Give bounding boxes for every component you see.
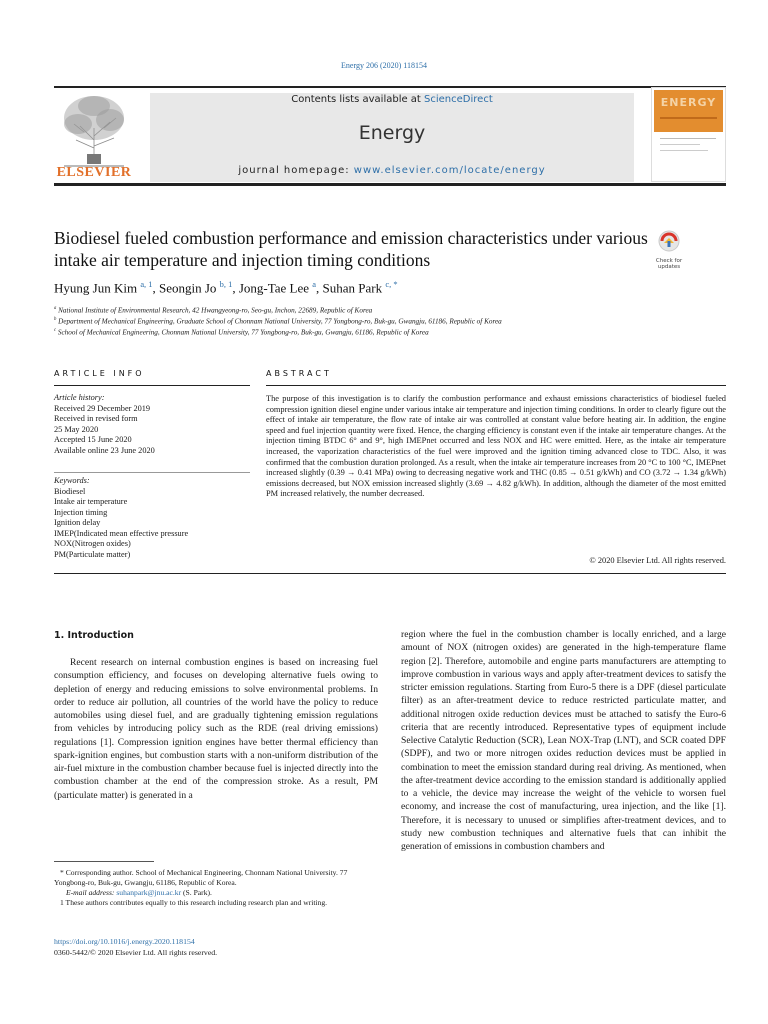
cover-stripe xyxy=(660,117,717,119)
equal-contribution-note: 1 These authors contributes equally to this research including research plan and writing. xyxy=(60,898,328,907)
footnote-rule xyxy=(54,861,154,862)
elsevier-logo xyxy=(54,88,134,180)
affiliation-mark: c xyxy=(54,328,57,333)
email-link[interactable]: suhanpark@jnu.ac.kr xyxy=(116,888,182,897)
section-rule xyxy=(54,385,250,386)
check-for-updates-badge[interactable] xyxy=(651,229,687,271)
keyword: Injection timing xyxy=(54,507,108,517)
contents-prefix: Contents lists available at xyxy=(291,94,425,105)
history-item: Accepted 15 June 2020 xyxy=(54,435,132,444)
article-history xyxy=(54,393,250,456)
email-label: E-mail address: xyxy=(66,888,117,897)
author-marks[interactable]: c, * xyxy=(385,279,398,289)
keyword: Ignition delay xyxy=(54,518,101,527)
abstract-copyright: © 2020 Elsevier Ltd. All rights reserved. xyxy=(589,556,726,565)
check-updates-icon xyxy=(651,229,687,253)
publisher-wordmark: ELSEVIER xyxy=(56,165,132,180)
cover-line xyxy=(660,138,716,139)
affiliation xyxy=(54,317,502,325)
corresponding-author-note: * Corresponding author. School of Mechanical Engineering, Chonnam National University. 77 Yongbong-ro, Buk-gu, Gwangju, 61186, Republic of Korea. xyxy=(54,868,348,887)
history-item: Received 29 December 2019 xyxy=(54,403,151,413)
section-heading: 1. Introduction xyxy=(54,630,134,641)
issn-line: 0360-5442/© 2020 Elsevier Ltd. All rights reserved. xyxy=(54,948,218,957)
history-label: Article history: xyxy=(54,393,105,402)
history-item: Available online 23 June 2020 xyxy=(54,445,155,455)
contents-line xyxy=(150,94,634,105)
info-divider xyxy=(54,472,250,473)
check-updates-line2: updates xyxy=(657,264,681,270)
author-name: Jong-Tae Lee xyxy=(238,280,310,296)
article-title: Biodiesel fueled combustion performance and emission characteristics under various intake air temperature and injection timing conditions xyxy=(54,228,648,270)
abstract-text: The purpose of this investigation is to clarify the combustion performance and exhaust emissions characteristics of biodiesel fueled compression ignition diesel engine under various intake air temperature and injection timing conditions. In order to clearly figure out the effect of intake air temperature, the flow rate of intake air was controlled at constant value before heating air. In addition, the engine speed and fuel injection quantity were fixed. Hence, the charging efficiency is constant even if the intake air temperature changes. At the injection timing BTDC 6° and 9°, high IMEPnet occurred and less NOX and HC were emitted. Here, as the intake air temperature increased, the vaporization characteristics of the fuel were improved and the ignition timing advanced close to TDC. Also, it was confirmed that the combustion duration prolonged. As a result, when the intake air temperature increases from 20 °C to 100 °C, IMEPnet increased slightly (0.39 → 0.41 MPa) owing to decreasing negative work and THC (0.85 → 0.51 g/kWh) and CO (3.72 → 1.34 g/kWh) emissions decreased, but NOX emission increased slightly (3.69 → 4.82 g/kWh). In addition, although the diameter of the most emitted PM increased relatively, the number decreased. xyxy=(266,394,726,499)
footnotes xyxy=(54,868,378,908)
article-info-heading: ARTICLE INFO xyxy=(54,369,145,378)
cover-title: ENERGY xyxy=(660,96,717,109)
author-name: Suhan Park xyxy=(322,280,383,296)
check-updates-line1: Check for xyxy=(655,258,683,264)
doi-link[interactable]: https://doi.org/10.1016/j.energy.2020.118154 xyxy=(54,937,195,946)
journal-citation[interactable]: Energy 206 (2020) 118154 xyxy=(341,61,427,70)
affiliation-text: Department of Mechanical Engineering, Graduate School of Chonnam National University, 77 Yongbong-ro, Buk-gu, Gwangju, 61186, Republic of Korea xyxy=(58,317,502,326)
keywords xyxy=(54,476,250,560)
author-marks[interactable]: a, 1 xyxy=(140,279,153,289)
journal-title: Energy xyxy=(358,122,426,144)
history-item: 25 May 2020 xyxy=(54,424,99,434)
body-column-left: Recent research on internal combustion engines is based on increasing fuel consumption efficiency, and focuses on developing alternative fuels owing to depletion of energy and reducing emissions to solve environmental problems. In order to reduce air pollution, all countries of the world have the policy to reduce automobiles using diesel fuel, and are gradually tightening emission regulations from vehicles by introducing policy such as the RDE (real driving emissions) regulations [1]. Compression ignition engines have better thermal efficiency than spark-ignition engines, but combustion starts with a non-uniform distribution of the air-fuel mixture in the combustion chamber because fuel is injected directly into the combustion chamber at the end of the compression stroke. As a result, PM (particulate matter) is generated in a xyxy=(54,657,378,801)
journal-cover xyxy=(651,87,726,182)
cover-line xyxy=(660,144,700,145)
affiliation-mark: b xyxy=(54,317,57,322)
section-rule xyxy=(266,385,726,386)
history-item: Received in revised form xyxy=(54,414,138,423)
author-marks[interactable]: a xyxy=(312,279,317,289)
keyword: NOX(Nitrogen oxides) xyxy=(54,539,131,548)
journal-homepage xyxy=(150,165,634,176)
affiliation xyxy=(54,306,372,314)
homepage-prefix: journal homepage: xyxy=(238,165,354,176)
section-rule xyxy=(54,573,726,574)
affiliation-text: School of Mechanical Engineering, Chonnam National University, 77 Yongbong-ro, Buk-gu, Gwangju, 61186, Republic of Korea xyxy=(57,328,429,337)
cover-band xyxy=(654,90,723,132)
header-rule-thick xyxy=(54,183,726,186)
affiliation-text: National Institute of Environmental Research, 42 Hwangyeong-ro, Seo-gu, Inchon, 22689, Republic of Korea xyxy=(58,306,373,315)
keyword: Biodiesel xyxy=(54,486,86,496)
cover-line xyxy=(660,150,708,151)
homepage-link[interactable]: www.elsevier.com/locate/energy xyxy=(353,165,546,176)
affiliation xyxy=(54,328,429,336)
header-rule xyxy=(54,86,726,88)
author-name: Hyung Jun Kim xyxy=(54,280,138,296)
affiliation-mark: a xyxy=(54,306,57,311)
sciencedirect-link[interactable]: ScienceDirect xyxy=(424,94,493,105)
author-list: Hyung Jun Kim $^{a, 1}$, Seongin Jo $^{b, 1}$, Jong-Tae Lee $^a$, Suhan Park $^{c, *}$ xyxy=(54,279,398,296)
email-suffix: (S. Park). xyxy=(181,888,212,897)
keyword: IMEP(Indicated mean effective pressure xyxy=(54,528,189,538)
body-column-right: region where the fuel in the combustion chamber is locally enriched, and a large amount of NOX (nitrogen oxides) are generated in the high-temperature flame region [2]. Therefore, automobile and engine parts manufacturers are attempting to improve combustion in various ways and apply after-treatment devices to satisfy the stricter emission regulations. Starting from Euro-5 there is a DPF (diesel particulate filter) as an after-treatment device to reduce restricted particulate matter, and additional nitrogen oxide reduction devices must be attached to satisfy the Euro-6 criteria that are recently introduced. Representative types of equipment include Selective Catalytic Reduction (SCR), Lean NOX-Trap (LNT), and SCR coated DPF (SDPF), and two or more nitrogen oxides reduction devices must be applied in combination to meet the emission standard during real driving. As mentioned, when the after-treatment device according to the emission standard is additionally applied to a vehicle, the device may increase the weight of the vehicle to worsen fuel economy, and increase the cost of manufacturing, urea injection, and the like [1]. Therefore, it is necessary to unused or simplifies after-treatment devices, and to study new combustion techniques and alternative fuels that can inhibit the generation of emissions in combustion chambers and xyxy=(401,629,726,852)
author-name: Seongin Jo xyxy=(159,280,217,296)
author-marks[interactable]: b, 1 xyxy=(219,279,233,289)
keyword: PM(Particulate matter) xyxy=(54,549,131,559)
keywords-label: Keywords: xyxy=(54,476,90,485)
keyword: Intake air temperature xyxy=(54,497,128,506)
abstract-heading: ABSTRACT xyxy=(266,369,332,378)
email-note xyxy=(54,888,378,898)
